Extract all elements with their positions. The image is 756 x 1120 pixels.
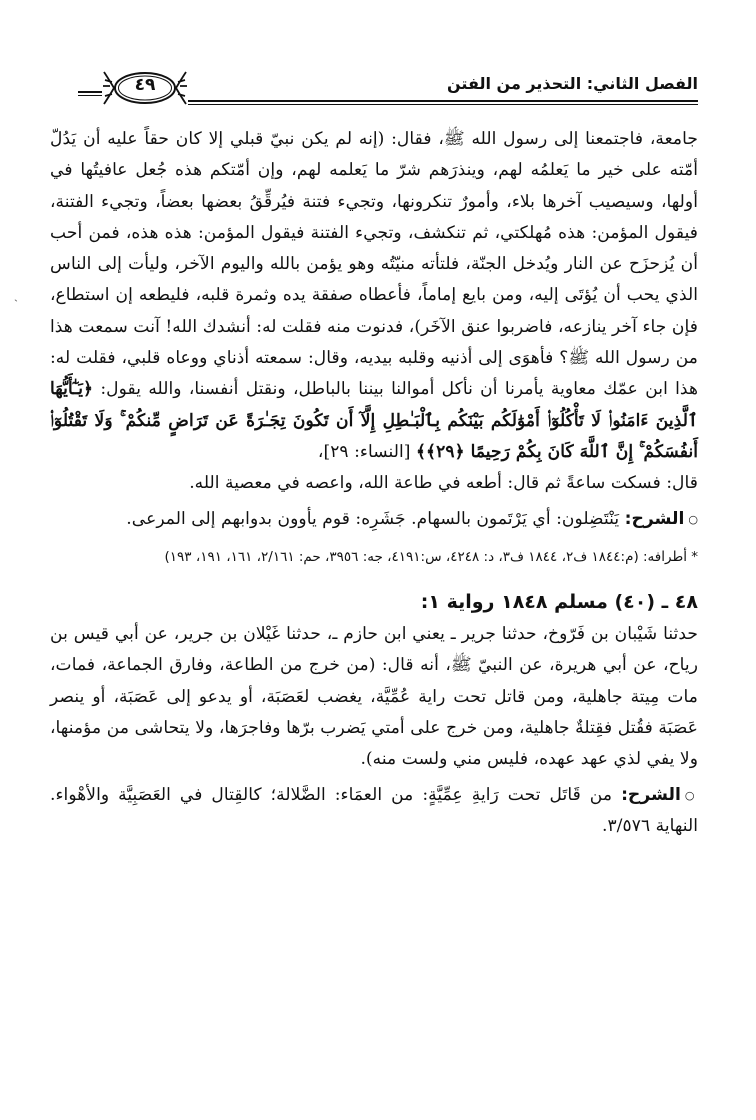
explanation-label: الشرح:: [624, 508, 685, 529]
page-number-ornament: [102, 68, 188, 108]
header-rule: [188, 100, 698, 105]
circle-bullet-icon: ○: [688, 512, 698, 526]
page-content: [50, 124, 698, 842]
header-rule-left: [78, 91, 102, 96]
page-number: ٤٩: [134, 75, 156, 95]
explanation-label: الشرح:: [621, 784, 681, 805]
margin-mark-icon: ˏ: [14, 288, 18, 302]
page-header: [78, 68, 698, 108]
hadith-heading: ٤٨ ـ (٤٠) مسلم ١٨٤٨ رواية ١:: [420, 591, 698, 614]
footnote-references: * أطرافه: (م:١٨٤٤ ف٢، ١٨٤٤ ف٣، د: ٤٢٤٨، س:٤١٩١، جه: ٣٩٥٦، حم: ٢/١٦١، ١٦١، ١٩١، ١٩٣): [164, 549, 698, 566]
verse-reference: [النساء: ٢٩]،: [317, 441, 416, 462]
chapter-title: الفصل الثاني: التحذير من الفتن: [447, 74, 698, 93]
circle-bullet-icon: ○: [684, 788, 698, 802]
quran-verse: ﴿يَـٰٓأَيُّهَا ٱلَّذِينَ ءَامَنُوا۟ لَا تَأْكُلُوٓا۟ أَمْوَٰلَكُم بَيْنَكُم بِٱلْبَـٰطِلِ إِلَّآ أَن تَكُونَ تِجَـٰرَةً عَن تَرَاضٍ مِّنكُمْ ۚ وَلَا تَقْتُلُوٓا۟ أَنفُسَكُمْ ۚ إِنَّ ٱللَّهَ كَانَ بِكُمْ رَحِيمًا ﴿٢٩﴾﴾: [50, 379, 698, 462]
hadith-text-paragraph: جامعة، فاجتمعنا إلى رسول الله ﷺ، فقال: (إنه لم يكن نبيّ قبلي إلا كان حقاً عليه أن يَدُلّ أمّته على خير ما يَعلمُه لهم، وينذرَهم شرّ ما يَعلمه لهم، وإن أمّتكم هذه جُعل عافيتُها في أولها، وسيصيب آخرها بلاء، وأمورٌ تنكرونها، وتجيء فتنة فيُرقِّقُ بعضها بعضاً، وتجيء الفتنة، فيقول المؤمن: هذه مُهلكتي، ثم تنكشف، وتجيء الفتنة فيقول المؤمن: هذه هذه، فمن أحب أن يُزحزَح عن النار ويُدخل الجنّة، فلتأته منيّتُه وهو يؤمن بالله واليوم الآخر، وليأت إلى الناس الذي يحب أن يُؤتَى إليه، ومن بايع إماماً، فأعطاه صفقة يده وثمرة قلبه، فليطعه إن استطاع، فإن جاء آخر ينازعه، فاضربوا عنق الآخَر)، فدنوت منه فقلت له: أنشدك الله! آنت سمعت هذا من رسول الله ﷺ؟ فأهوَى إلى أذنيه وقلبه بيديه، وقال: سمعته أذناي ووعاه قلبي، فقلت له: هذا ابن عمّك معاوية يأمرنا أن نأكل أموالنا بيننا بالباطل، ونقتل أنفسنا، والله يقول: ﴿يَـٰٓأَيُّهَا ٱلَّذِينَ ءَامَنُوا۟ لَا تَأْكُلُوٓا۟ أَمْوَٰلَكُم بَيْنَكُم بِٱلْبَـٰطِلِ إِلَّآ أَن تَكُونَ تِجَـٰرَةً عَن تَرَاضٍ مِّنكُمْ ۚ وَلَا تَقْتُلُوٓا۟ أَنفُسَكُمْ ۚ إِنَّ ٱللَّهَ كَانَ بِكُمْ رَحِيمًا ﴿٢٩﴾﴾ [النساء: ٢٩]،: [50, 129, 699, 462]
explanation-note-2: ○الشرح: من قَاتَل تحت رَايةِ عِمِّيَّةٍ: من العمَاء: الضَّلالة؛ كالقِتال في العَصَبِيَّة والأهْواء. النهاية ٣/٥٧٦.: [50, 784, 698, 836]
hadith-text-ending: قال: فسكت ساعةً ثم قال: أطعه في طاعة الله، واعصه في معصية الله.: [189, 473, 698, 494]
hadith-text-paragraph-2: حدثنا شَيْبان بن فَرّوخ، حدثنا جرير ـ يعني ابن حازم ـ، حدثنا غَيْلان بن جرير، عن أبي قيس بن رياح، عن أبي هريرة، عن النبيّ ﷺ، أنه قال: (من خرج من الطاعة، وفارق الجماعة، فمات، مات مِيتة جاهلية، ومن قاتل تحت راية عُمِّيَّة، يغضب لعَصَبَة، أو يدعو إلى عَصَبَة، أو ينصر عَصَبَة فقُتل فقِتلةٌ جاهلية، ومن خرج على أمتي يَضرب برّها وفاجرَها، ولا يتحاشى من مؤمنها، ولا يفي لذي عهد عهده، فليس مني ولست منه).: [50, 624, 698, 770]
explanation-note: ○الشرح: يَنْتَضِلون: أي يَرْتَمون بالسهام. جَشَرِه: قوم يأوون بدوابهم إلى المرعى.: [126, 508, 698, 529]
